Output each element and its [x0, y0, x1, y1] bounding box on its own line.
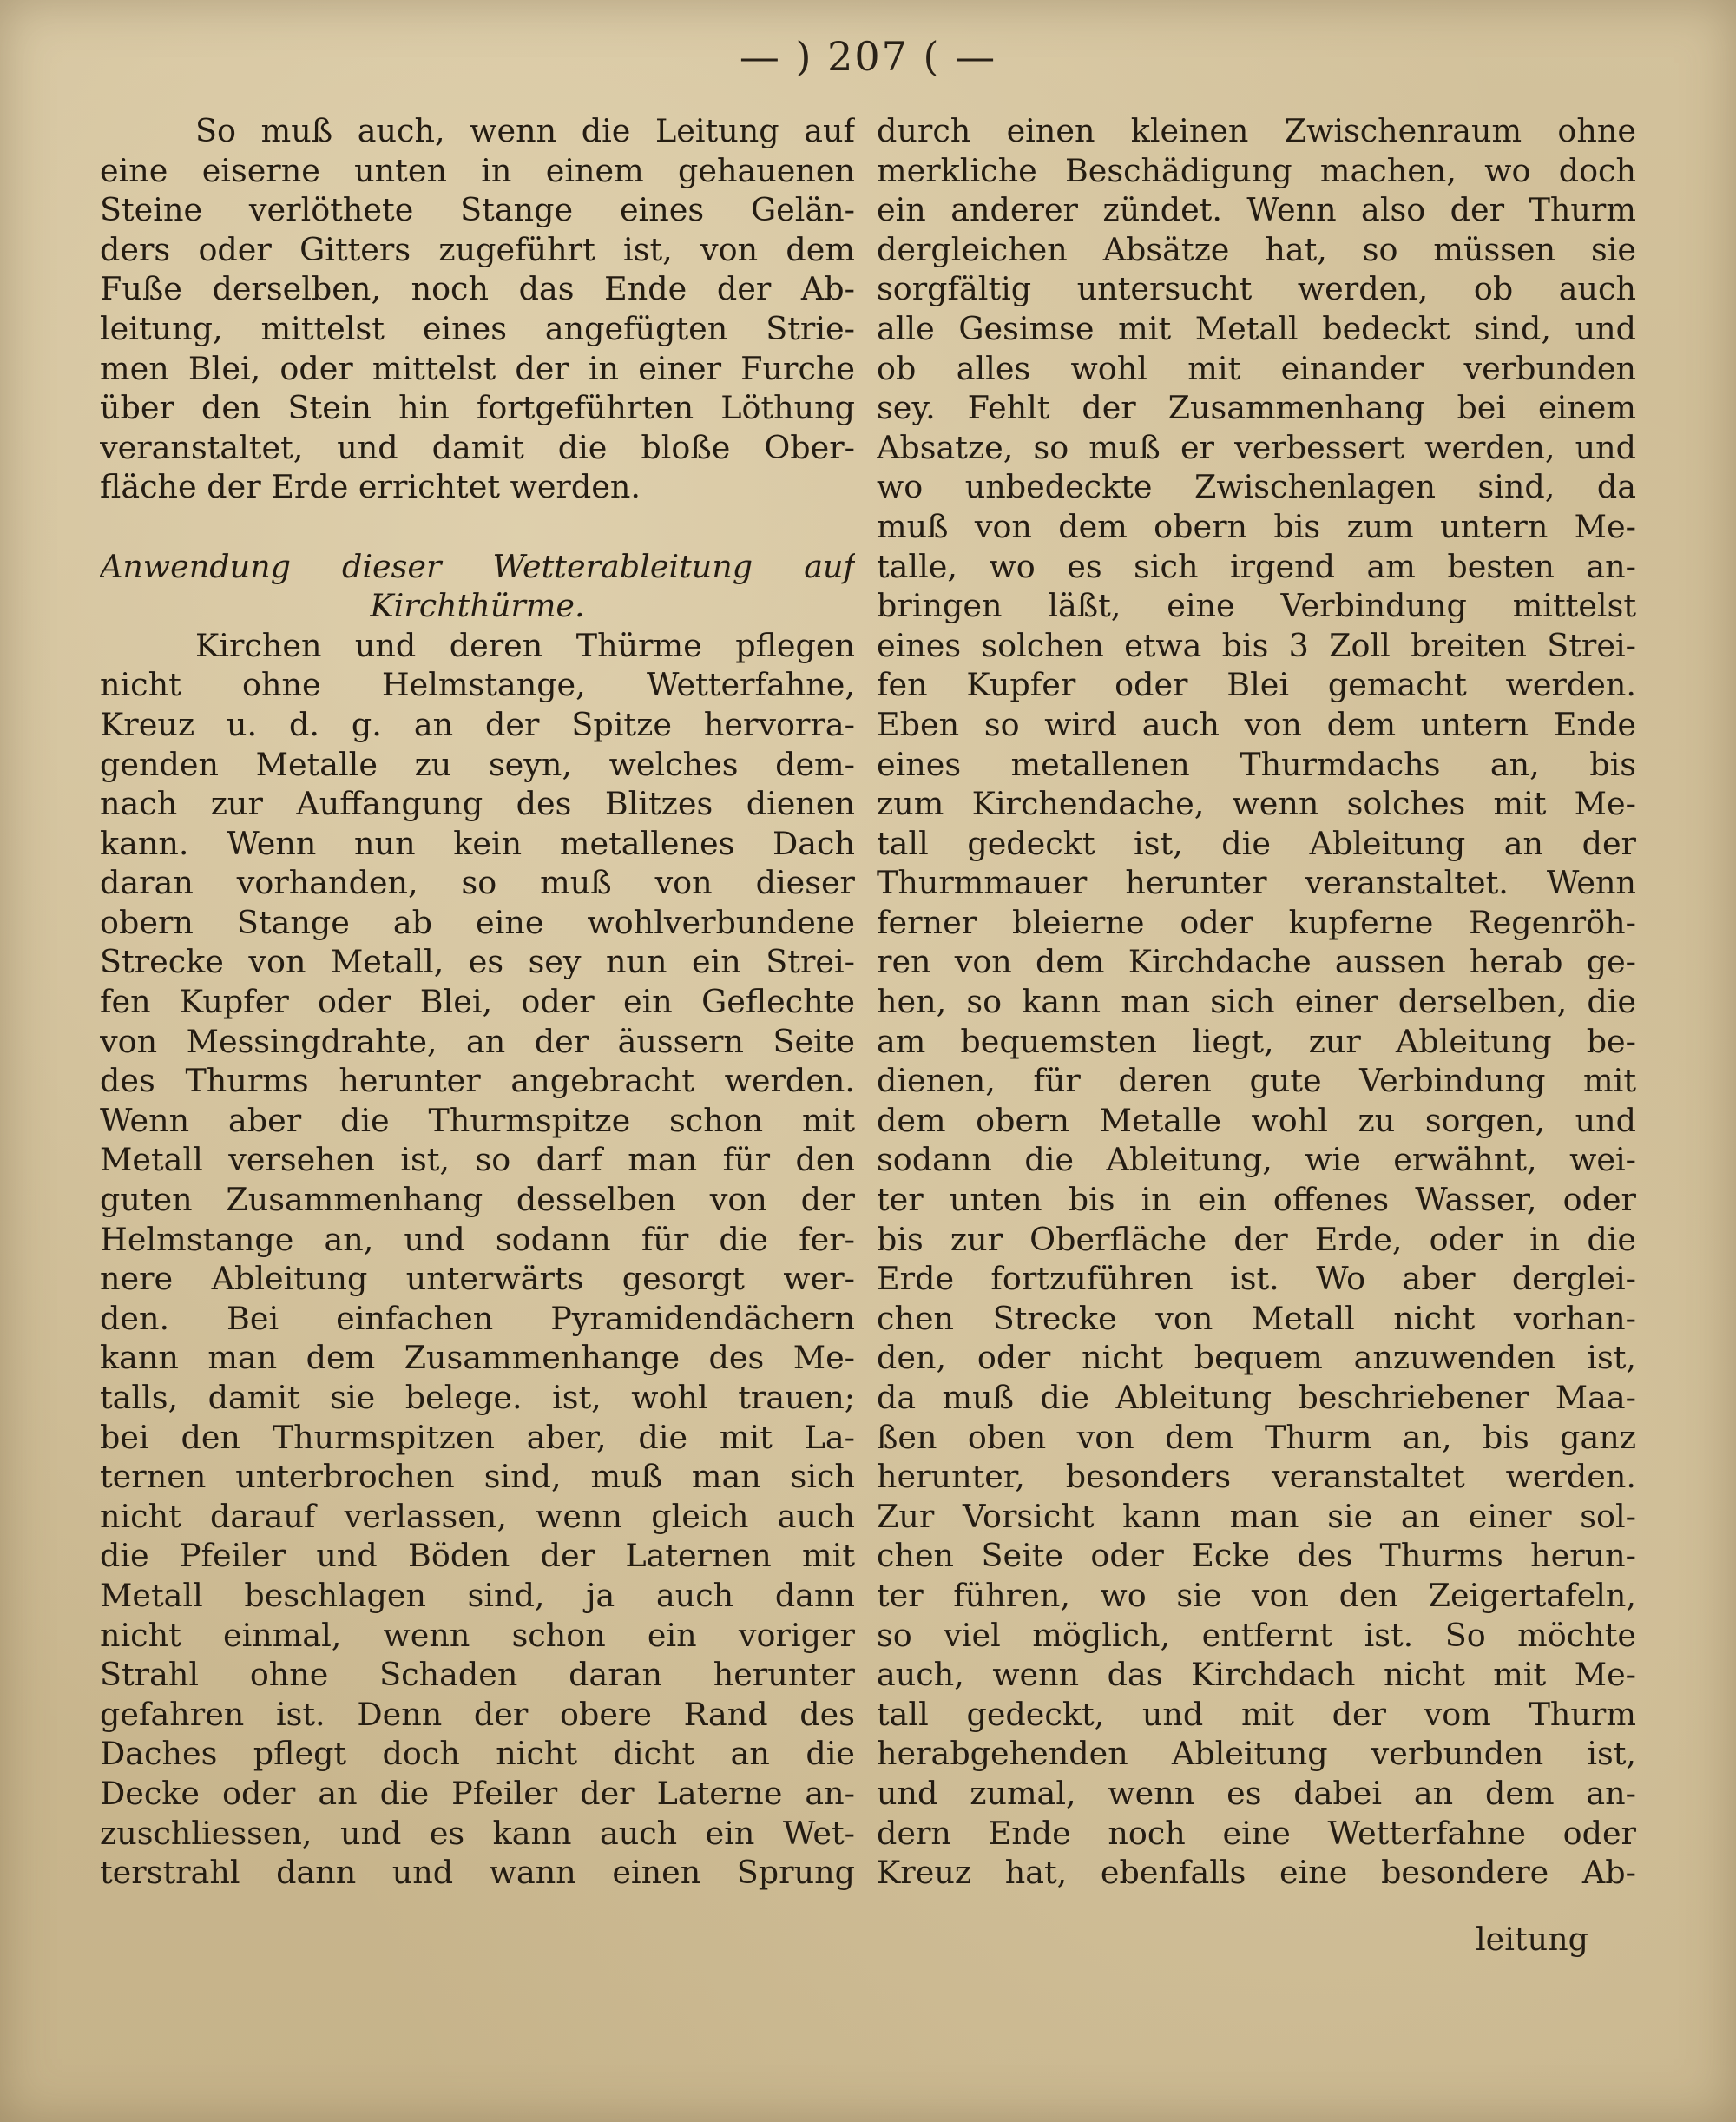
text-line: von Messingdrahte, an der äussern Seite [100, 1022, 855, 1060]
text-line: Kreuz u. d. g. an der Spitze hervorra- [100, 705, 855, 743]
text-line: sorgfältig untersucht werden, ob auch [877, 270, 1636, 308]
text-line: guten Zusammenhang desselben von der [100, 1181, 855, 1219]
text-line: Anwendung dieser Wetterableitung auf [100, 547, 855, 585]
text-line: da muß die Ableitung beschriebener Maa- [877, 1379, 1636, 1416]
text-line: ßen oben von dem Thurm an, bis ganz [877, 1418, 1636, 1456]
text-line: ren von dem Kirchdache aussen herab ge- [877, 943, 1636, 981]
text-line: merkliche Beschädigung machen, wo doch [877, 151, 1636, 189]
text-line: talls, damit sie belege. ist, wohl trauen; [100, 1379, 855, 1416]
text-line: nicht einmal, wenn schon ein voriger [100, 1616, 855, 1654]
text-line: dern Ende noch eine Wetterfahne oder [877, 1814, 1636, 1852]
text-line: so viel möglich, entfernt ist. So möchte [877, 1616, 1636, 1654]
text-line: daran vorhanden, so muß von dieser [100, 864, 855, 902]
text-line: gefahren ist. Denn der obere Rand des [100, 1695, 855, 1733]
text-line: talle, wo es sich irgend am besten an- [877, 547, 1636, 585]
text-line: ternen unterbrochen sind, muß man sich [100, 1458, 855, 1496]
text-line: nere Ableitung unterwärts gesorgt wer- [100, 1260, 855, 1298]
text-line: dem obern Metalle wohl zu sorgen, und [877, 1101, 1636, 1139]
text-line: nach zur Auffangung des Blitzes dienen [100, 785, 855, 823]
text-line: veranstaltet, und damit die bloße Ober- [100, 428, 855, 466]
text-line: Kirchthürme. [370, 587, 585, 625]
text-line: alle Gesimse mit Metall bedeckt sind, und [877, 309, 1636, 347]
text-line: fläche der Erde errichtet werden. [100, 468, 641, 506]
text-line: Kirchen und deren Thürme pflegen [195, 626, 855, 664]
text-line: ders oder Gitters zugeführt ist, von dem [100, 230, 855, 268]
text-line: nicht ohne Helmstange, Wetterfahne, [100, 666, 855, 704]
text-line: ferner bleierne oder kupferne Regenröh- [877, 903, 1636, 941]
text-line: Metall beschlagen sind, ja auch dann [100, 1576, 855, 1614]
text-line: herabgehenden Ableitung verbunden ist, [877, 1735, 1636, 1773]
paragraph-gap [100, 507, 855, 547]
text-line: Thurmmauer herunter veranstaltet. Wenn [877, 864, 1636, 902]
right-column [877, 111, 1636, 1893]
text-line: Erde fortzuführen ist. Wo aber derglei- [877, 1260, 1636, 1298]
text-line: Helmstange an, und sodann für die fer- [100, 1220, 855, 1258]
catchword: leitung [1476, 1921, 1588, 1958]
text-line: eines solchen etwa bis 3 Zoll breiten Strei- [877, 626, 1636, 664]
text-line: die Pfeiler und Böden der Laternen mit [100, 1537, 855, 1575]
text-line: Metall versehen ist, so darf man für den [100, 1141, 855, 1179]
text-line: bis zur Oberfläche der Erde, oder in die [877, 1220, 1636, 1258]
text-line: durch einen kleinen Zwischenraum ohne [877, 112, 1636, 149]
text-line: genden Metalle zu seyn, welches dem- [100, 745, 855, 783]
text-line: Daches pflegt doch nicht dicht an die [100, 1735, 855, 1773]
text-line: zuschliessen, und es kann auch ein Wet- [100, 1814, 855, 1852]
text-line: terstrahl dann und wann einen Sprung [100, 1854, 855, 1892]
text-line: eines metallenen Thurmdachs an, bis [877, 745, 1636, 783]
text-line: sey. Fehlt der Zusammenhang bei einem [877, 389, 1636, 427]
left-column [100, 111, 855, 1893]
text-line: den, oder nicht bequem anzuwenden ist, [877, 1339, 1636, 1377]
text-line: ein anderer zündet. Wenn also der Thurm [877, 191, 1636, 229]
text-line: Strahl ohne Schaden daran herunter [100, 1656, 855, 1694]
text-line: muß von dem obern bis zum untern Me- [877, 507, 1636, 545]
text-line: chen Strecke von Metall nicht vorhan- [877, 1299, 1636, 1337]
text-line: Fuße derselben, noch das Ende der Ab- [100, 270, 855, 308]
text-line: chen Seite oder Ecke des Thurms herun- [877, 1537, 1636, 1575]
text-line: fen Kupfer oder Blei gemacht werden. [877, 666, 1636, 704]
text-line: Steine verlöthete Stange eines Gelän- [100, 191, 855, 229]
text-line: bei den Thurmspitzen aber, die mit La- [100, 1418, 855, 1456]
text-line: bringen läßt, eine Verbindung mittelst [877, 587, 1636, 625]
text-line: auch, wenn das Kirchdach nicht mit Me- [877, 1656, 1636, 1694]
text-line: ob alles wohl mit einander verbunden [877, 349, 1636, 387]
text-line: am bequemsten liegt, zur Ableitung be- [877, 1022, 1636, 1060]
text-line: hen, so kann man sich einer derselben, die [877, 983, 1636, 1021]
page-number-header: — ) 207 ( — [739, 33, 997, 80]
text-line: kann man dem Zusammenhange des Me- [100, 1339, 855, 1377]
text-line: Wenn aber die Thurmspitze schon mit [100, 1101, 855, 1139]
text-line: zum Kirchendache, wenn solches mit Me- [877, 785, 1636, 823]
text-line: sodann die Ableitung, wie erwähnt, wei- [877, 1141, 1636, 1179]
text-line: des Thurms herunter angebracht werden. [100, 1062, 855, 1100]
text-line: wo unbedeckte Zwischenlagen sind, da [877, 468, 1636, 506]
text-line: und zumal, wenn es dabei an dem an- [877, 1774, 1636, 1812]
text-line: men Blei, oder mittelst der in einer Furche [100, 349, 855, 387]
text-line: herunter, besonders veranstaltet werden. [877, 1458, 1636, 1496]
text-line: über den Stein hin fortgeführten Löthung [100, 389, 855, 427]
text-line: Zur Vorsicht kann man sie an einer sol- [877, 1497, 1636, 1535]
text-line: tall gedeckt ist, die Ableitung an der [877, 824, 1636, 862]
text-line: obern Stange ab eine wohlverbundene [100, 903, 855, 941]
text-line: So muß auch, wenn die Leitung auf [195, 112, 855, 149]
text-line: den. Bei einfachen Pyramidendächern [100, 1299, 855, 1337]
text-line: leitung, mittelst eines angefügten Strie- [100, 309, 855, 347]
text-line: fen Kupfer oder Blei, oder ein Geflechte [100, 983, 855, 1021]
text-line: ter unten bis in ein offenes Wasser, oder [877, 1181, 1636, 1219]
text-line: Eben so wird auch von dem untern Ende [877, 705, 1636, 743]
text-line: Strecke von Metall, es sey nun ein Strei- [100, 943, 855, 981]
text-line: Kreuz hat, ebenfalls eine besondere Ab- [877, 1854, 1636, 1892]
text-line: Decke oder an die Pfeiler der Laterne an- [100, 1774, 855, 1812]
text-line: dergleichen Absätze hat, so müssen sie [877, 230, 1636, 268]
text-line: tall gedeckt, und mit der vom Thurm [877, 1695, 1636, 1733]
text-line: kann. Wenn nun kein metallenes Dach [100, 824, 855, 862]
text-line: Absatze, so muß er verbessert werden, und [877, 428, 1636, 466]
text-line: dienen, für deren gute Verbindung mit [877, 1062, 1636, 1100]
text-line: ter führen, wo sie von den Zeigertafeln, [877, 1576, 1636, 1614]
text-line: eine eiserne unten in einem gehauenen [100, 151, 855, 189]
text-line: nicht darauf verlassen, wenn gleich auch [100, 1497, 855, 1535]
